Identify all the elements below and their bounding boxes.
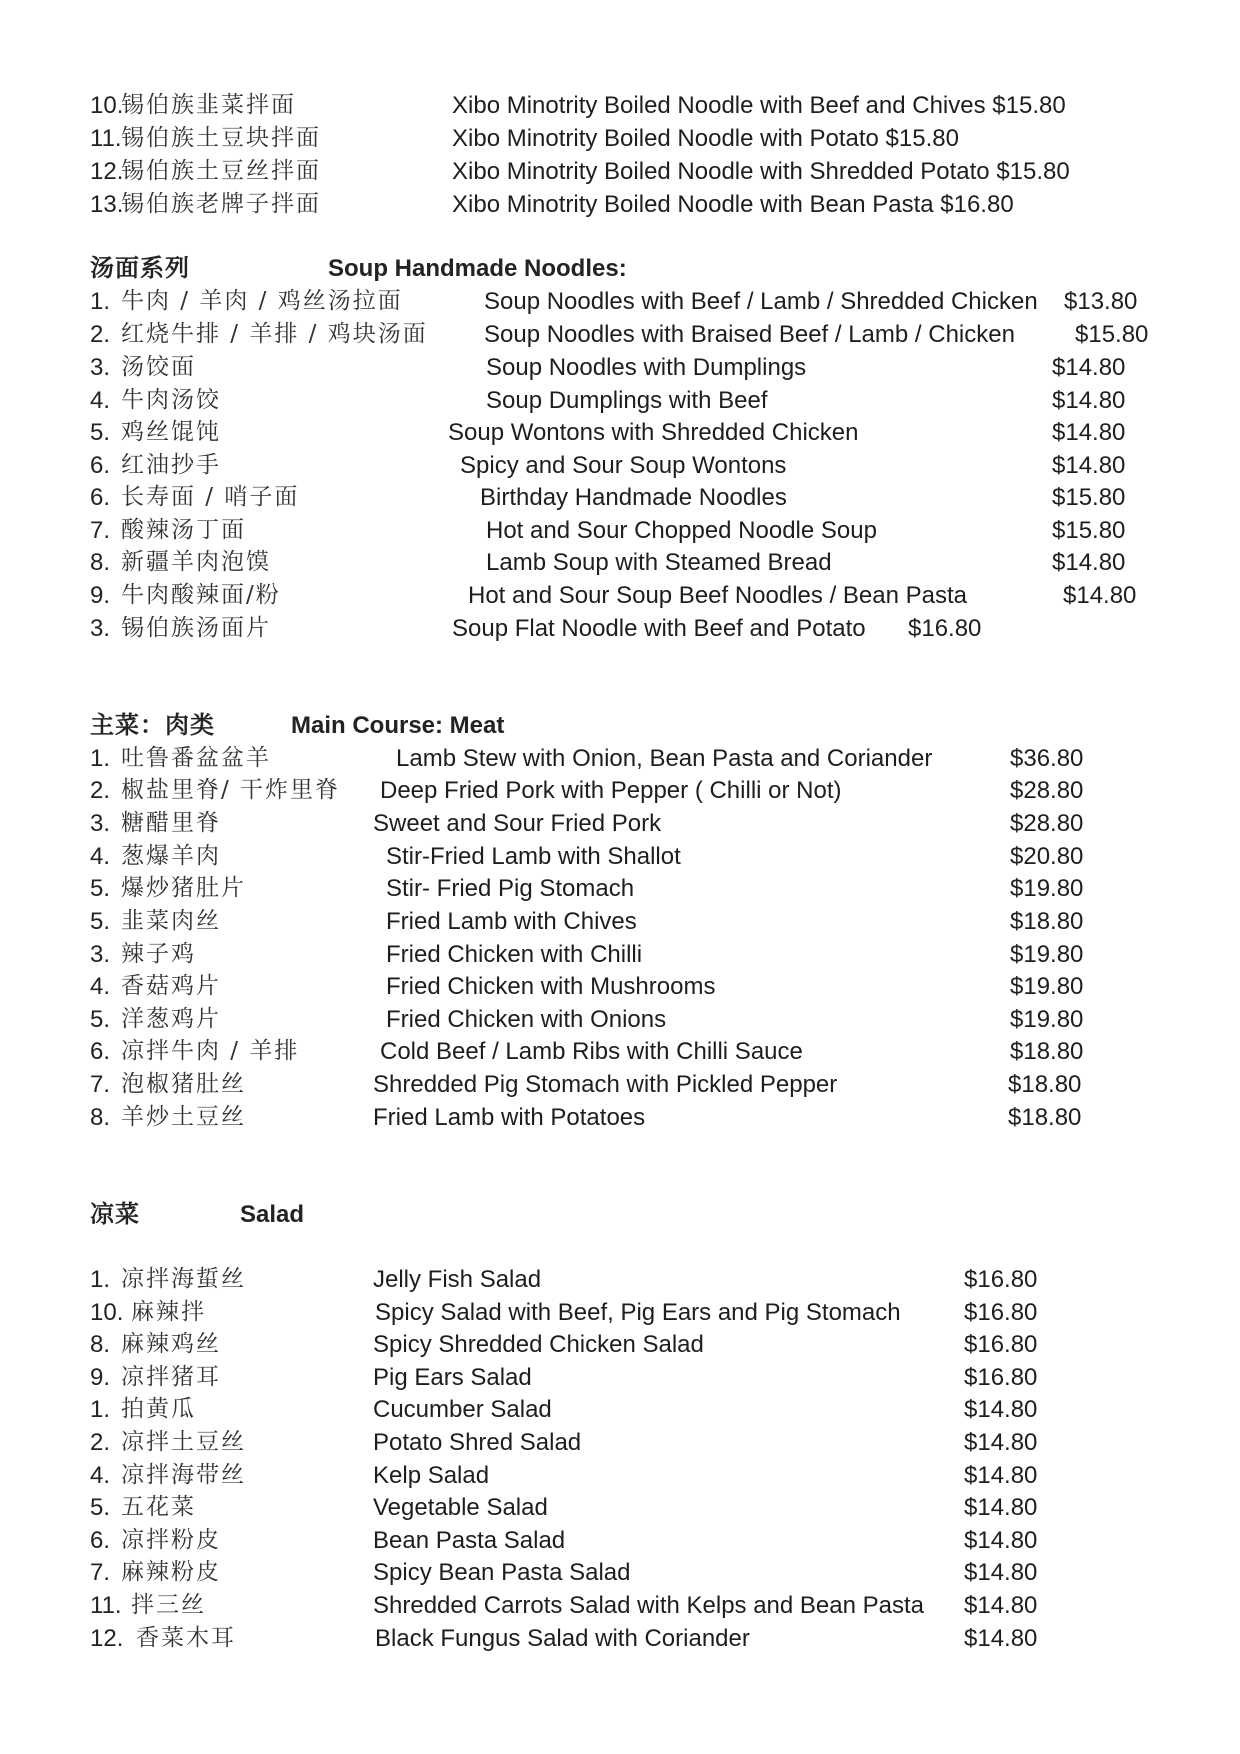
item-name-cn: 鸡丝馄饨 [121, 419, 221, 445]
item-name-en: Spicy Bean Pasta Salad [373, 1559, 631, 1586]
item-name-en: Fried Chicken with Chilli [386, 941, 643, 968]
item-name-en: Soup Flat Noodle with Beef and Potato [452, 615, 866, 642]
item-price: $19.80 [1010, 1006, 1084, 1033]
item-name-en: Lamb Stew with Onion, Bean Pasta and Coriander [396, 745, 933, 772]
item-price: $16.80 [964, 1266, 1038, 1293]
item-name-en: Spicy Salad with Beef, Pig Ears and Pig Stomach [375, 1299, 901, 1326]
item-price: $15.80 [1052, 517, 1126, 544]
item-number: 4. [90, 973, 111, 1000]
item-price: $19.80 [1010, 973, 1084, 1000]
item-name-cn: 凉拌猪耳 [121, 1364, 221, 1390]
item-number: 5. [90, 1494, 111, 1521]
item-price: $16.80 [908, 615, 982, 642]
item-price: $14.80 [964, 1462, 1038, 1489]
item-name-en: Fried Lamb with Potatoes [373, 1104, 646, 1131]
item-number: 10. [90, 92, 124, 119]
section-title-en: Soup Handmade Noodles: [328, 255, 627, 282]
item-number: 9. [90, 582, 111, 609]
item-price: $14.80 [964, 1429, 1038, 1456]
item-name-cn: 麻辣粉皮 [121, 1559, 221, 1585]
item-name-en: Spicy Shredded Chicken Salad [373, 1331, 704, 1358]
item-name-en: Fried Chicken with Onions [386, 1006, 667, 1033]
item-number: 6. [90, 484, 111, 511]
item-name-cn: 红烧牛排 / 羊排 / 鸡块汤面 [121, 321, 428, 347]
item-name-cn: 凉拌海蜇丝 [121, 1266, 246, 1292]
item-name-en: Soup Dumplings with Beef [486, 387, 768, 414]
item-price: $19.80 [1010, 941, 1084, 968]
item-name-cn: 凉拌牛肉 / 羊排 [121, 1038, 300, 1064]
item-name-cn: 椒盐里脊/ 干炸里脊 [121, 777, 341, 803]
item-number: 1. [90, 1396, 111, 1423]
item-name-en: Soup Noodles with Dumplings [486, 354, 807, 381]
item-name-cn: 凉拌粉皮 [121, 1527, 221, 1553]
item-number: 3. [90, 615, 111, 642]
item-name-en: Shredded Pig Stomach with Pickled Pepper [373, 1071, 838, 1098]
item-number: 2. [90, 777, 111, 804]
item-name-cn: 牛肉酸辣面/粉 [121, 582, 281, 608]
item-number: 7. [90, 517, 111, 544]
item-name-en: Soup Noodles with Beef / Lamb / Shredded Chicken [484, 288, 1038, 315]
item-name-cn: 五花菜 [121, 1494, 196, 1520]
item-price: $14.80 [1052, 354, 1126, 381]
item-number: 10. [90, 1299, 124, 1326]
item-price: $16.80 [964, 1331, 1038, 1358]
item-price: $14.80 [964, 1592, 1038, 1619]
item-number: 1. [90, 1266, 111, 1293]
section-title-cn: 汤面系列 [90, 254, 190, 282]
item-price: $14.80 [964, 1396, 1038, 1423]
item-name-en: Vegetable Salad [373, 1494, 548, 1521]
item-name-en: Xibo Minotrity Boiled Noodle with Potato $15.80 [452, 125, 959, 152]
item-price: $14.80 [1052, 419, 1126, 446]
item-name-en: Soup Noodles with Braised Beef / Lamb / Chicken [484, 321, 1015, 348]
item-price: $18.80 [1008, 1071, 1082, 1098]
item-number: 2. [90, 321, 111, 348]
item-name-cn: 锡伯族韭菜拌面 [121, 92, 296, 118]
item-number: 4. [90, 843, 111, 870]
item-price: $16.80 [964, 1364, 1038, 1391]
item-number: 1. [90, 288, 111, 315]
section-title-cn: 主菜：肉类 [90, 711, 215, 739]
item-price: $14.80 [1052, 452, 1126, 479]
item-name-cn: 羊炒土豆丝 [121, 1104, 246, 1130]
item-price: $14.80 [1052, 549, 1126, 576]
item-name-cn: 香菜木耳 [136, 1625, 236, 1651]
item-name-en: Fried Lamb with Chives [386, 908, 637, 935]
item-price: $18.80 [1008, 1104, 1082, 1131]
item-number: 12. [90, 158, 124, 185]
item-name-en: Xibo Minotrity Boiled Noodle with Beef and Chives $15.80 [452, 92, 1066, 119]
item-name-en: Spicy and Sour Soup Wontons [460, 452, 787, 479]
item-name-en: Sweet and Sour Fried Pork [373, 810, 662, 837]
item-name-en: Potato Shred Salad [373, 1429, 582, 1456]
item-number: 5. [90, 908, 111, 935]
item-number: 4. [90, 1462, 111, 1489]
item-name-en: Deep Fried Pork with Pepper ( Chilli or Not) [380, 777, 842, 804]
item-number: 8. [90, 1104, 111, 1131]
item-name-en: Shredded Carrots Salad with Kelps and Bean Pasta [373, 1592, 925, 1619]
item-name-cn: 麻辣鸡丝 [121, 1331, 221, 1357]
item-name-en: Xibo Minotrity Boiled Noodle with Bean Pasta $16.80 [452, 191, 1014, 218]
item-price: $14.80 [1063, 582, 1137, 609]
item-price: $14.80 [964, 1625, 1038, 1652]
item-name-en: Stir- Fried Pig Stomach [386, 875, 635, 902]
item-name-en: Jelly Fish Salad [373, 1266, 542, 1293]
item-price: $28.80 [1010, 810, 1084, 837]
item-number: 12. [90, 1625, 124, 1652]
item-name-cn: 酸辣汤丁面 [121, 517, 246, 543]
item-number: 7. [90, 1071, 111, 1098]
item-price: $15.80 [1052, 484, 1126, 511]
item-name-cn: 洋葱鸡片 [121, 1006, 221, 1032]
item-number: 5. [90, 419, 111, 446]
item-name-cn: 汤饺面 [121, 354, 196, 380]
item-number: 4. [90, 387, 111, 414]
item-number: 9. [90, 1364, 111, 1391]
item-name-en: Lamb Soup with Steamed Bread [486, 549, 832, 576]
item-name-cn: 新疆羊肉泡馍 [121, 549, 271, 575]
item-number: 8. [90, 549, 111, 576]
item-number: 13. [90, 191, 124, 218]
item-name-en: Cucumber Salad [373, 1396, 552, 1423]
item-name-en: Kelp Salad [373, 1462, 490, 1489]
item-name-en: Stir-Fried Lamb with Shallot [386, 843, 681, 870]
item-name-cn: 锡伯族老牌子拌面 [121, 191, 321, 217]
item-price: $19.80 [1010, 875, 1084, 902]
section-title-cn: 凉菜 [90, 1200, 140, 1228]
item-name-en: Black Fungus Salad with Coriander [375, 1625, 750, 1652]
item-number: 8. [90, 1331, 111, 1358]
item-name-cn: 锡伯族土豆丝拌面 [121, 158, 321, 184]
item-name-cn: 辣子鸡 [121, 941, 196, 967]
item-name-cn: 香菇鸡片 [121, 973, 221, 999]
item-price: $14.80 [1052, 387, 1126, 414]
item-name-cn: 韭菜肉丝 [121, 908, 221, 934]
item-price: $14.80 [964, 1527, 1038, 1554]
item-name-cn: 红油抄手 [121, 452, 221, 478]
item-price: $14.80 [964, 1494, 1038, 1521]
item-name-cn: 锡伯族土豆块拌面 [121, 125, 321, 151]
item-number: 6. [90, 1527, 111, 1554]
item-number: 6. [90, 1038, 111, 1065]
item-name-cn: 泡椒猪肚丝 [121, 1071, 246, 1097]
item-name-cn: 长寿面 / 哨子面 [121, 484, 300, 510]
item-price: $36.80 [1010, 745, 1084, 772]
item-number: 3. [90, 354, 111, 381]
item-name-en: Cold Beef / Lamb Ribs with Chilli Sauce [380, 1038, 803, 1065]
item-number: 3. [90, 941, 111, 968]
item-number: 7. [90, 1559, 111, 1586]
item-name-cn: 糖醋里脊 [121, 810, 221, 836]
item-name-en: Fried Chicken with Mushrooms [386, 973, 716, 1000]
item-price: $18.80 [1010, 1038, 1084, 1065]
item-price: $18.80 [1010, 908, 1084, 935]
item-price: $16.80 [964, 1299, 1038, 1326]
item-name-cn: 牛肉 / 羊肉 / 鸡丝汤拉面 [121, 288, 403, 314]
section-title-en: Salad [240, 1201, 305, 1228]
item-name-en: Xibo Minotrity Boiled Noodle with Shredded Potato $15.80 [452, 158, 1070, 185]
item-name-cn: 麻辣拌 [131, 1299, 206, 1325]
item-name-cn: 锡伯族汤面片 [121, 615, 271, 641]
item-name-en: Birthday Handmade Noodles [480, 484, 787, 511]
item-name-en: Hot and Sour Chopped Noodle Soup [486, 517, 877, 544]
item-number: 3. [90, 810, 111, 837]
item-name-cn: 吐鲁番盆盆羊 [121, 745, 271, 771]
item-number: 5. [90, 875, 111, 902]
item-name-en: Bean Pasta Salad [373, 1527, 566, 1554]
item-number: 5. [90, 1006, 111, 1033]
item-price: $28.80 [1010, 777, 1084, 804]
item-name-cn: 葱爆羊肉 [121, 843, 221, 869]
item-number: 2. [90, 1429, 111, 1456]
item-number: 1. [90, 745, 111, 772]
item-price: $15.80 [1075, 321, 1149, 348]
item-name-cn: 拌三丝 [131, 1592, 206, 1618]
item-name-cn: 拍黄瓜 [121, 1396, 196, 1422]
item-name-cn: 凉拌土豆丝 [121, 1429, 246, 1455]
item-name-cn: 爆炒猪肚片 [121, 875, 246, 901]
item-name-cn: 牛肉汤饺 [121, 387, 221, 413]
item-name-en: Soup Wontons with Shredded Chicken [448, 419, 859, 446]
item-number: 11. [90, 1592, 122, 1619]
item-price: $13.80 [1064, 288, 1138, 315]
section-title-en: Main Course: Meat [291, 712, 505, 739]
item-name-cn: 凉拌海带丝 [121, 1462, 246, 1488]
item-name-en: Hot and Sour Soup Beef Noodles / Bean Pasta [468, 582, 967, 609]
item-price: $14.80 [964, 1559, 1038, 1586]
item-name-en: Pig Ears Salad [373, 1364, 532, 1391]
item-number: 6. [90, 452, 111, 479]
item-price: $20.80 [1010, 843, 1084, 870]
item-number: 11. [90, 125, 122, 152]
